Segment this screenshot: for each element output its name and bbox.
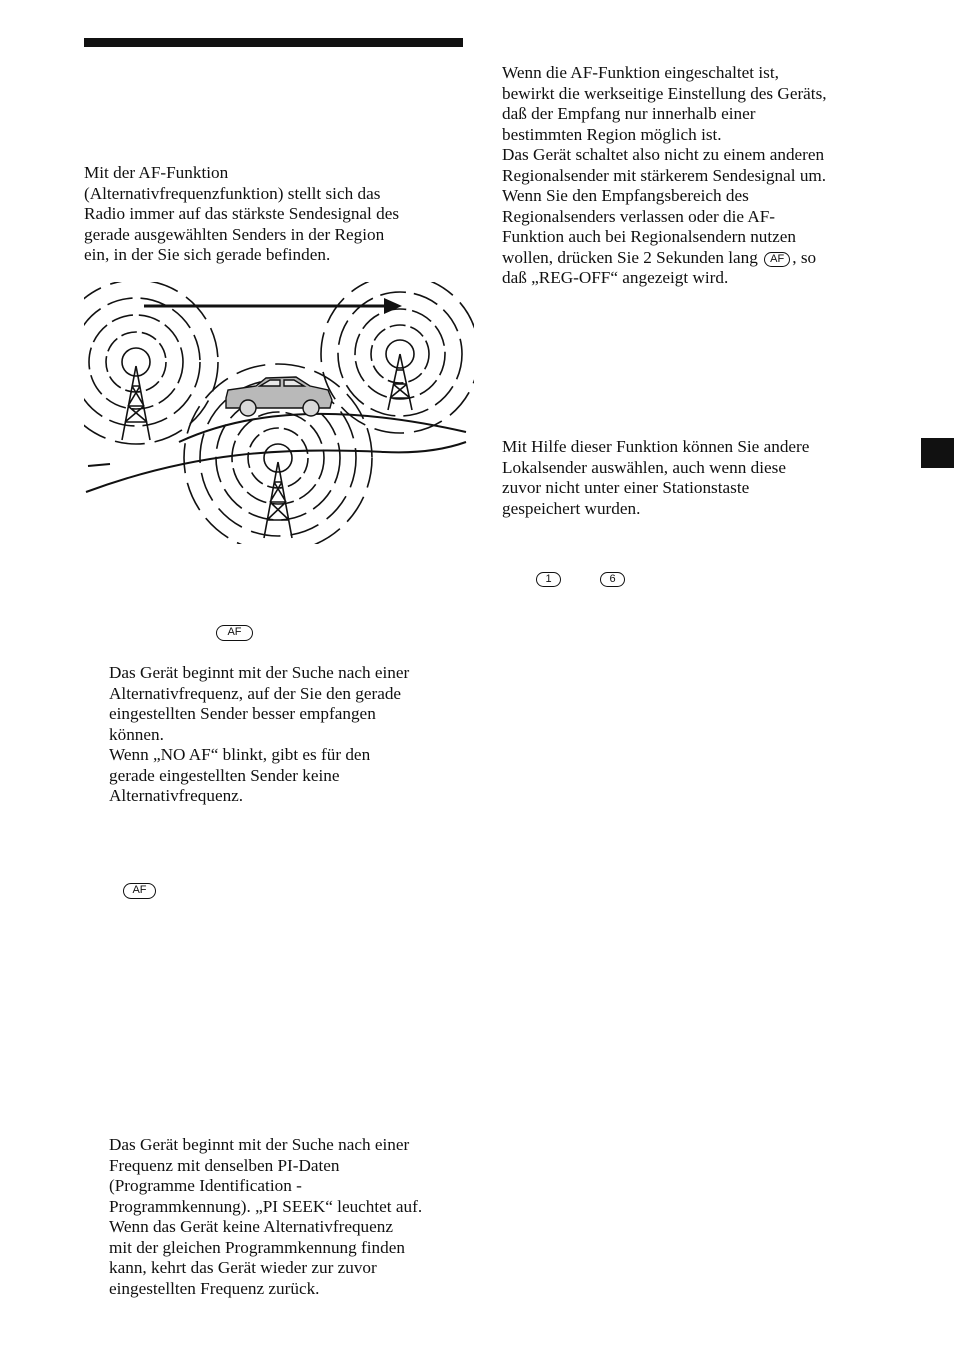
car-icon (226, 377, 332, 416)
af-button[interactable]: AF (216, 625, 253, 641)
af-illustration (84, 282, 474, 544)
af-search-result-paragraph: Das Gerät beginnt mit der Suche nach einer Alternativfrequenz, auf der Sie den gerade eingestellten Sender besser empfangen können. Wenn „NO AF“ blinkt, gibt es für den gerade eingestellten Sender keine Alternativfrequenz. (109, 663, 410, 805)
left-tower (122, 366, 150, 440)
section-heading-rule (84, 38, 463, 47)
preset-button-1[interactable]: 1 (536, 572, 561, 587)
pi-seek-paragraph: Das Gerät beginnt mit der Suche nach einer Frequenz mit denselben PI-Daten (Programme Identification - Programmkennung). „PI SEEK“ leuchtet auf. Wenn das Gerät keine Alternativfrequenz mit der gleichen Programmkennung finden kann, kehrt das Gerät wieder zur zuvor eingestellten Frequenz zurück. (109, 1135, 423, 1298)
local-link-paragraph: Mit Hilfe dieser Funktion können Sie andere Lokalsender auswählen, auch wenn diese zuvor nicht unter einer Stationstaste gespeichert wurden. (502, 437, 810, 518)
preset-button-6[interactable]: 6 (600, 572, 625, 587)
af-intro-paragraph: Mit der AF-Funktion (Alternativfrequenzfunktion) stellt sich das Radio immer auf das stärkste Sendesignal des gerade ausgewählten Senders in der Region ein, in der Sie sich gerade befinden. (84, 163, 400, 264)
bottom-tower (264, 462, 292, 538)
af-button-inline[interactable]: AF (764, 252, 790, 267)
section-tab-marker (921, 438, 954, 468)
af-button-second[interactable]: AF (123, 883, 156, 899)
regional-text-before: Wenn die AF-Funktion eingeschaltet ist, bewirkt die werkseitige Einstellung des Geräts, daß der Empfang nur innerhalb einer bestimmten Region möglich ist. Das Gerät schaltet also nicht zu einem anderen Regionalsender mit stärkerem Sendesignal um. Wenn Sie den Empfangsbereich des Regionalsenders verlassen oder die AF- Funktion auch bei Regionalsendern nutzen wollen, drücken Sie 2 Sekunden lang (502, 63, 827, 267)
regional-text-after: , so daß „REG-OFF“ angezeigt wird. (502, 247, 817, 287)
direction-arrow (144, 298, 402, 314)
regional-paragraph (502, 63, 827, 289)
